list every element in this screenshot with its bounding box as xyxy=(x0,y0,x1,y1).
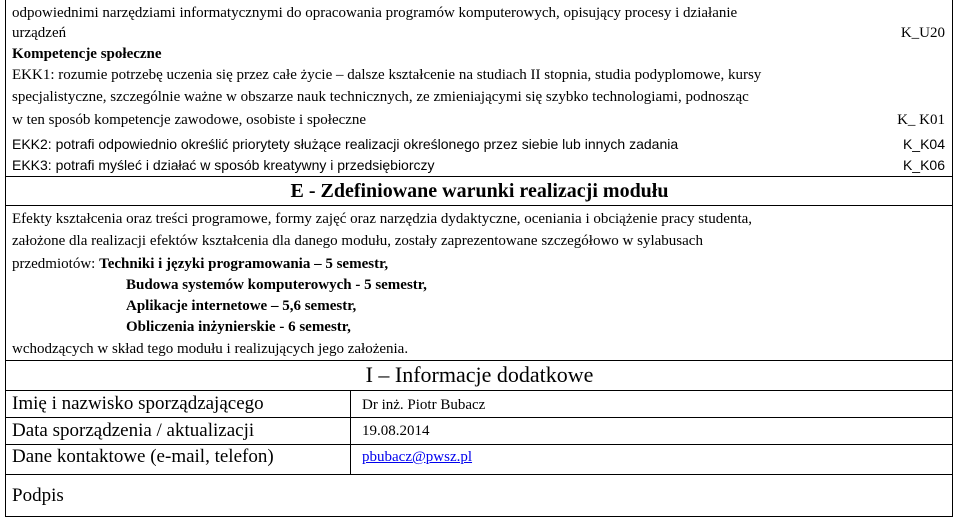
ekk1-line: w ten sposób kompetencje zawodowe, osobiste i społeczne xyxy=(12,112,367,128)
info-label: Data sporządzenia / aktualizacji xyxy=(12,420,255,441)
subject-item: Aplikacje internetowe – 5,6 semestr, xyxy=(126,298,357,314)
divider xyxy=(5,205,953,206)
subject-item: Obliczenia inżynierskie - 6 semestr, xyxy=(126,319,351,335)
table-row-divider xyxy=(5,417,953,418)
ekk3-line: EKK3: potrafi myśleć i działać w sposób kreatywny i przedsiębiorczy xyxy=(12,157,435,173)
social-competences-heading: Kompetencje społeczne xyxy=(12,46,162,62)
section-e-title: E - Zdefiniowane warunki realizacji modułu xyxy=(290,180,669,202)
section-e-paragraph: wchodzących w skład tego modułu i realizujących jego założenia. xyxy=(12,341,409,357)
section-e-paragraph: założone dla realizacji efektów kształcenia dla danego modułu, zostały zaprezentowane szczegółowo w sylabusach xyxy=(12,233,703,249)
signature-label: Podpis xyxy=(12,485,64,506)
ekk3-code: K_K06 xyxy=(902,157,945,173)
divider xyxy=(5,176,953,177)
table-column-divider xyxy=(350,390,351,474)
ekk1-code: K_ K01 xyxy=(897,112,945,128)
divider xyxy=(5,390,953,391)
competence-line: urządzeń xyxy=(12,25,67,41)
competence-code: K_U20 xyxy=(900,25,945,41)
section-i-title: I – Informacje dodatkowe xyxy=(365,362,594,387)
info-label: Dane kontaktowe (e-mail, telefon) xyxy=(12,446,274,467)
contact-email-link[interactable]: pbubacz@pwsz.pl xyxy=(362,449,473,465)
divider xyxy=(5,360,953,361)
section-e-paragraph xyxy=(12,255,388,273)
subject-item: Techniki i języki programowania – 5 semestr, xyxy=(99,256,389,272)
ekk1-line: specjalistyczne, szczególnie ważne w obszarze nauk technicznych, ze zmieniającymi się szybko technologiami, podnosząc xyxy=(12,89,749,105)
subjects-prefix: przedmiotów: xyxy=(12,256,96,272)
ekk2-line: EKK2: potrafi odpowiednio określić priorytety służące realizacji określonego przez siebie lub innych zadania xyxy=(12,136,679,152)
competence-line: odpowiednimi narzędziami informatycznymi do opracowania programów komputerowych, opisujący procesy i działanie xyxy=(12,5,738,21)
ekk2-code: K_K04 xyxy=(902,136,945,152)
info-label: Imię i nazwisko sporządzającego xyxy=(12,393,264,414)
update-date: 19.08.2014 xyxy=(362,423,430,439)
author-name: Dr inż. Piotr Bubacz xyxy=(362,397,486,413)
section-e-paragraph: Efekty kształcenia oraz treści programowe, formy zajęć oraz narzędzia dydaktyczne, oceniania i obciążenie pracy studenta, xyxy=(12,211,753,227)
table-row-divider xyxy=(5,444,953,445)
subject-item: Budowa systemów komputerowych - 5 semestr, xyxy=(126,277,427,293)
ekk1-line: EKK1: rozumie potrzebę uczenia się przez całe życie – dalsze kształcenie na studiach II stopnia, studia podyplomowe, kursy xyxy=(12,67,762,83)
table-row-divider xyxy=(5,474,953,475)
